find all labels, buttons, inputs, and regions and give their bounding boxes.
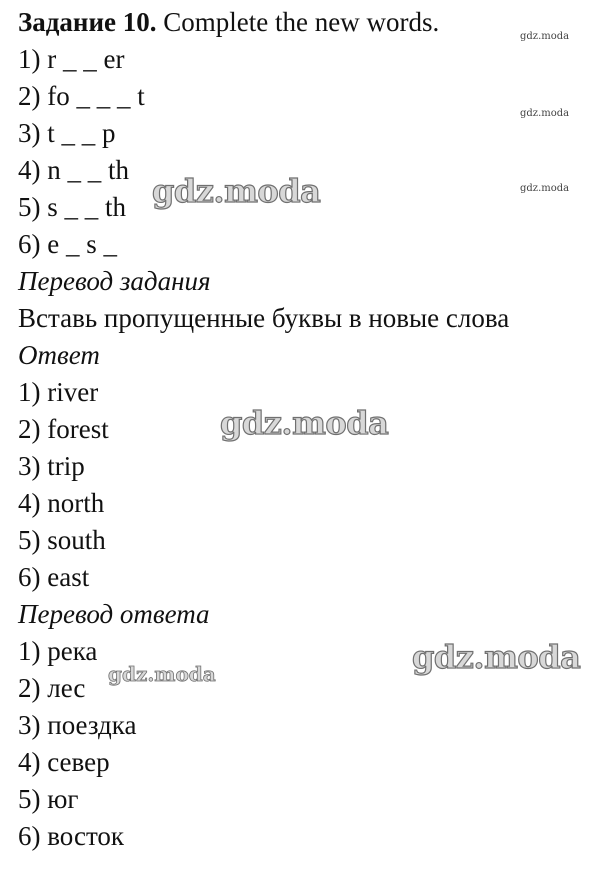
watermark-large: gdz.moda bbox=[152, 172, 321, 210]
answer-item: 2) forest bbox=[18, 414, 109, 444]
watermark-small: gdz.moda bbox=[520, 31, 570, 42]
answer-translation-item: 3) поездка bbox=[18, 710, 137, 740]
watermark-small: gdz.moda bbox=[520, 183, 570, 194]
answer-translation-item: 4) север bbox=[18, 747, 110, 777]
task-item: 1) r _ _ er bbox=[18, 44, 125, 74]
answer-item: 6) east bbox=[18, 562, 90, 592]
task-translation-text: Вставь пропущенные буквы в новые слова bbox=[18, 303, 510, 333]
task-item: 4) n _ _ th bbox=[18, 155, 129, 185]
answer-translation-item: 1) река bbox=[18, 636, 98, 666]
watermark-large: gdz.moda bbox=[220, 404, 389, 442]
task-item: 6) e _ s _ bbox=[18, 229, 117, 259]
answer-item: 4) north bbox=[18, 488, 105, 518]
answer-translation-item: 2) лес bbox=[18, 673, 86, 703]
task-translation-heading: Перевод задания bbox=[18, 266, 211, 296]
task-item: 2) fo _ _ _ t bbox=[18, 81, 145, 111]
answer-translation-item: 6) восток bbox=[18, 821, 125, 851]
answer-item: 1) river bbox=[18, 377, 99, 407]
answer-heading: Ответ bbox=[18, 340, 100, 370]
answer-item: 5) south bbox=[18, 525, 106, 555]
task-item: 5) s _ _ th bbox=[18, 192, 126, 222]
task-instruction: Complete the new words. bbox=[156, 7, 440, 37]
answer-item: 3) trip bbox=[18, 451, 85, 481]
watermark-medium: gdz.moda bbox=[108, 662, 216, 686]
watermark-small: gdz.moda bbox=[520, 108, 570, 119]
answer-translation-item: 5) юг bbox=[18, 784, 79, 814]
task-label: Задание 10. bbox=[18, 7, 157, 37]
task-item: 3) t _ _ p bbox=[18, 118, 116, 148]
answer-translation-heading: Перевод ответа bbox=[18, 599, 210, 629]
watermark-large: gdz.moda bbox=[412, 638, 581, 676]
